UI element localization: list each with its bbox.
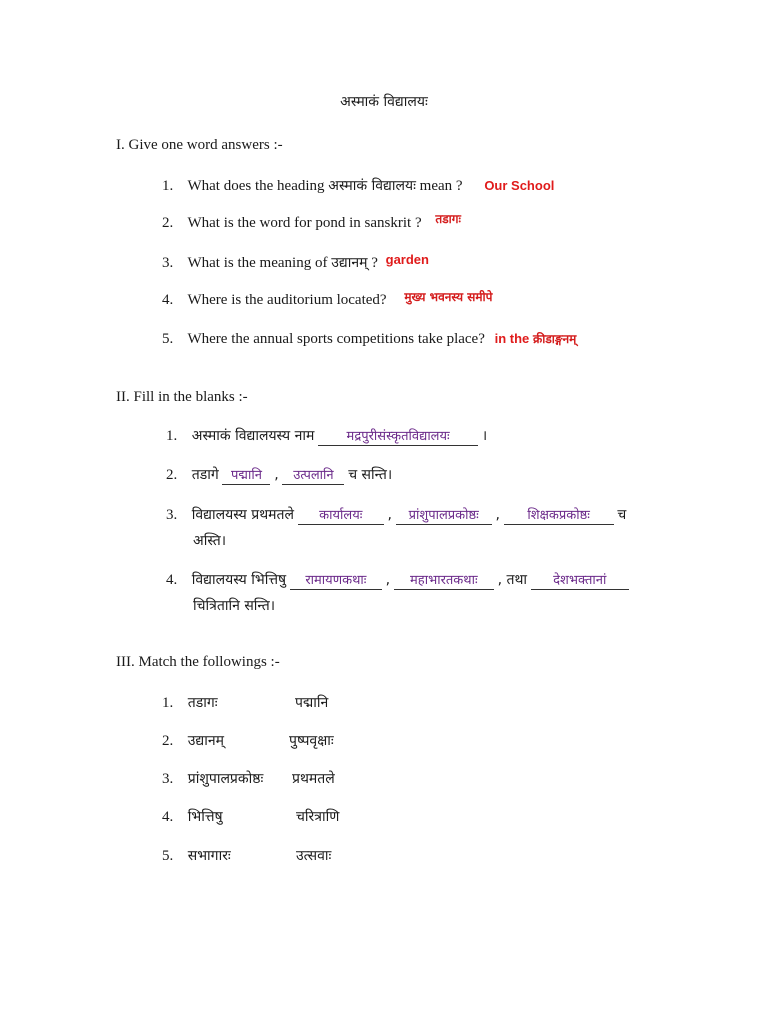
sentence-end: च xyxy=(617,507,627,523)
blank-sentence-3 xyxy=(166,505,626,525)
sentence-text: अस्माकं विद्यालयस्य नाम xyxy=(191,428,315,444)
filled-blank: उत्पलानि xyxy=(282,468,344,485)
match-right: पद्मानि xyxy=(295,695,329,711)
answer-text: तडागः xyxy=(435,212,461,226)
match-left: उद्यानम् xyxy=(187,733,225,749)
separator: , xyxy=(274,467,279,483)
question-2 xyxy=(162,214,461,232)
match-row xyxy=(162,807,223,826)
question-text: What is the word for pond in sanskrit ? xyxy=(187,215,422,231)
question-1 xyxy=(162,176,554,195)
section-3-heading: III. Match the followings :- xyxy=(116,654,280,670)
question-number: 4. xyxy=(162,292,174,308)
question-number: 3. xyxy=(162,255,174,271)
filled-blank: रामायणकथाः xyxy=(290,573,382,590)
sentence-end: । xyxy=(481,428,488,444)
blank-sentence-2 xyxy=(166,465,392,485)
filled-blank: मद्रपुरीसंस्कृतविद्यालयः xyxy=(318,429,478,446)
match-right: प्रथमतले xyxy=(292,771,335,787)
filled-blank: प्रांशुपालप्रकोष्ठः xyxy=(396,508,492,525)
question-text: Where is the auditorium located? xyxy=(187,292,387,308)
question-5 xyxy=(162,330,576,348)
sentence-end: च सन्ति। xyxy=(348,467,393,483)
match-left: भित्तिषु xyxy=(187,809,223,825)
question-text-end: ? xyxy=(371,255,378,271)
match-row xyxy=(162,769,263,788)
answer-text: मुख्य भवनस्य समीपे xyxy=(404,290,493,304)
question-text-end: mean ? xyxy=(419,178,463,194)
question-sanskrit-term: उद्यानम् xyxy=(331,255,368,271)
item-number: 5. xyxy=(162,848,174,864)
answer-text: in the xyxy=(494,331,530,346)
item-number: 4. xyxy=(166,572,178,588)
separator: , xyxy=(495,507,500,523)
match-right: पुष्पवृक्षाः xyxy=(289,733,334,749)
filled-blank: पद्मानि xyxy=(222,468,270,485)
blank-sentence-1 xyxy=(166,426,487,446)
question-sanskrit-term: अस्माकं विद्यालयः xyxy=(328,178,416,194)
filled-blank: महाभारतकथाः xyxy=(394,573,494,590)
separator: , xyxy=(387,507,392,523)
page-title: अस्माकं विद्यालयः xyxy=(340,94,428,110)
match-left: सभागारः xyxy=(187,848,231,864)
match-row xyxy=(162,846,231,865)
item-number: 2. xyxy=(166,467,178,483)
question-text: What does the heading xyxy=(187,178,325,194)
match-row xyxy=(162,693,218,712)
match-right: उत्सवाः xyxy=(296,848,332,864)
question-number: 2. xyxy=(162,215,174,231)
match-row xyxy=(162,731,224,750)
separator: , xyxy=(385,572,391,588)
item-number: 1. xyxy=(166,428,178,444)
match-right: चरित्राणि xyxy=(296,809,340,825)
item-number: 2. xyxy=(162,733,174,749)
item-number: 1. xyxy=(162,695,174,711)
sentence-text: विद्यालयस्य प्रथमतले xyxy=(191,507,294,523)
sentence-continuation: अस्ति। xyxy=(193,533,227,549)
answer-text: garden xyxy=(385,252,429,267)
question-text: Where the annual sports competitions take place? xyxy=(187,331,485,347)
question-text: What is the meaning of xyxy=(187,255,328,271)
answer-sanskrit: क्रीडाङ्गनम् xyxy=(533,332,577,346)
section-2-heading: II. Fill in the blanks :- xyxy=(116,389,248,405)
question-3 xyxy=(162,253,429,272)
sentence-text: तडागे xyxy=(191,467,219,483)
match-left: प्रांशुपालप्रकोष्ठः xyxy=(187,771,264,787)
question-number: 1. xyxy=(162,178,174,194)
match-left: तडागः xyxy=(187,695,218,711)
sentence-continuation: चित्रितानि सन्ति। xyxy=(193,598,276,614)
section-1-heading: I. Give one word answers :- xyxy=(116,137,283,153)
item-number: 3. xyxy=(162,771,174,787)
sentence-text: विद्यालयस्य भित्तिषु xyxy=(191,572,287,588)
answer-text: Our School xyxy=(484,178,555,193)
filled-blank: देशभक्तानां xyxy=(531,573,629,590)
filled-blank: कार्यालयः xyxy=(298,508,384,525)
question-4 xyxy=(162,291,492,309)
item-number: 3. xyxy=(166,507,178,523)
question-number: 5. xyxy=(162,331,174,347)
filled-blank: शिक्षकप्रकोष्ठः xyxy=(504,508,614,525)
blank-sentence-4 xyxy=(166,570,629,590)
separator: , तथा xyxy=(497,572,528,588)
item-number: 4. xyxy=(162,809,174,825)
